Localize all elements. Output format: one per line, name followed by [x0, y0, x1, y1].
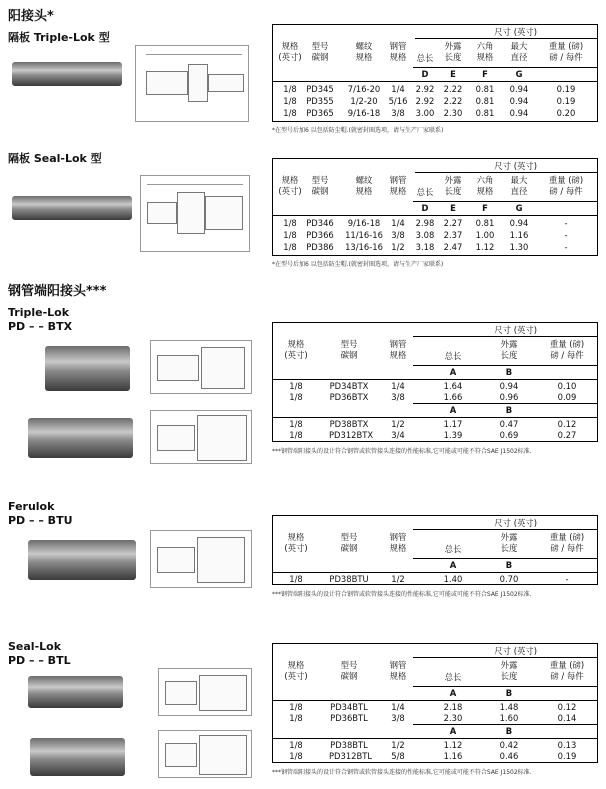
header-weight: 重量 (磅) 磅 / 每件 — [549, 660, 585, 681]
drawing-seal-lok-fitting — [158, 668, 252, 716]
header-size: 规格 (英寸) — [284, 339, 308, 360]
letter-a: A — [449, 367, 457, 377]
table-cell: 1.12 — [443, 740, 463, 750]
product-photo-ferulok — [28, 540, 136, 580]
table-cell: 1/8 — [289, 713, 303, 723]
header-size: 规格 (英寸) — [278, 41, 302, 62]
table-cell: 1.17 — [443, 419, 463, 429]
table-cell: 0.69 — [499, 430, 519, 440]
table-row — [273, 574, 597, 585]
table-row — [273, 740, 597, 751]
dims-title: 尺寸 (英寸) — [494, 27, 537, 37]
table-cell: 1.48 — [499, 702, 519, 712]
table-cell: 3/8 — [391, 108, 405, 118]
table-cell: 3.00 — [415, 108, 435, 118]
header-hex: 六角 规格 — [476, 41, 494, 62]
header-tube: 钢管 规格 — [389, 532, 407, 553]
table-row — [273, 381, 597, 392]
table-row — [273, 751, 597, 762]
table-cell: 1/2 — [391, 242, 405, 252]
table-cell: 1/8 — [289, 702, 303, 712]
table-cell: 0.81 — [475, 84, 495, 94]
table-cell: 1/8 — [283, 230, 297, 240]
table-cell: PD346 — [306, 218, 334, 228]
table-cell: 1.60 — [499, 713, 519, 723]
table-cell: PD386 — [306, 242, 334, 252]
table-cell: 5/8 — [391, 751, 405, 761]
table-cell: 0.20 — [556, 108, 576, 118]
table-cell: 3/8 — [391, 392, 405, 402]
table-cell: 2.92 — [415, 96, 435, 106]
header-exposed: 外露 长度 — [500, 339, 518, 360]
table-cell: 0.13 — [557, 740, 577, 750]
product-photo-triple-lok-sleeve — [28, 418, 133, 458]
letter-b: B — [505, 688, 513, 698]
note-table3: ***钢管端阳接头的设计符合钢管或软管接头连接的性能标准,它可能或可能不符合SAE J1502标准. — [272, 448, 532, 455]
drawing-ferulok — [150, 530, 252, 588]
table-cell: PD34BTX — [329, 381, 369, 391]
letter-b: B — [505, 367, 513, 377]
letter-a: A — [449, 405, 457, 415]
drawing-triple-lok-sleeve — [150, 410, 252, 464]
subsection-ferulok-code: PD – – BTU — [8, 514, 73, 527]
table-cell: 2.30 — [443, 108, 463, 118]
table-cell: 1.39 — [443, 430, 463, 440]
table-cell: PD34BTL — [330, 702, 368, 712]
table-cell: 2.47 — [443, 242, 463, 252]
table-cell: 1/8 — [289, 740, 303, 750]
header-weight: 重量 (磅) 磅 / 每件 — [549, 532, 585, 553]
header-tube: 钢管 规格 — [389, 175, 407, 196]
header-thread: 螺纹 规格 — [355, 175, 373, 196]
subsection-seal-lok-code: PD – – BTL — [8, 654, 71, 667]
letter-e: E — [450, 203, 456, 213]
header-weight: 重量 (磅) 磅 / 每件 — [549, 339, 585, 360]
header-exposed: 外露 长度 — [500, 660, 518, 681]
table-cell: 1/8 — [289, 751, 303, 761]
table-cell: 1/2-20 — [350, 96, 378, 106]
table-cell: 2.22 — [443, 84, 463, 94]
table-cell: 1.16 — [443, 751, 463, 761]
table-row — [273, 84, 597, 95]
header-model: 型号 碳钢 — [340, 339, 358, 360]
table-cell: 1/8 — [289, 430, 303, 440]
table-cell: 0.19 — [557, 751, 577, 761]
drawing-seal-lok-bulkhead — [140, 175, 250, 252]
dims-title: 尺寸 (英寸) — [494, 518, 537, 528]
table-cell: 1.66 — [443, 392, 463, 402]
product-photo-triple-lok-nut — [45, 346, 130, 391]
table-cell: 0.94 — [499, 381, 519, 391]
letter-e: E — [450, 69, 456, 79]
letter-g: G — [515, 203, 523, 213]
table-cell: 1.12 — [475, 242, 495, 252]
section-title-male-connector: 阳接头* — [8, 9, 54, 24]
subsection-seal-lok-title: Seal-Lok — [8, 640, 62, 653]
header-length: 总长 — [416, 53, 434, 63]
table-cell: 3.08 — [415, 230, 435, 240]
table-cell: 13/16-16 — [345, 242, 383, 252]
table-cell: 0.12 — [557, 419, 577, 429]
subsection-ferulok-title: Ferulok — [8, 500, 55, 513]
section-title-tube-end: 钢管端阳接头*** — [8, 284, 107, 299]
header-weight: 重量 (磅) 磅 / 每件 — [548, 175, 584, 196]
table-cell: 3/8 — [391, 230, 405, 240]
table-cell: 1.40 — [443, 574, 463, 584]
table-cell: - — [564, 242, 568, 252]
table-cell: 0.81 — [475, 218, 495, 228]
table-cell: PD312BTL — [329, 751, 373, 761]
table-cell: PD365 — [306, 108, 334, 118]
header-exposed: 外露 长度 — [500, 532, 518, 553]
header-model: 型号 碳钢 — [340, 660, 358, 681]
table-cell: 1/4 — [391, 218, 405, 228]
letter-a: A — [449, 688, 457, 698]
letter-b: B — [505, 560, 513, 570]
table-cell: 3.18 — [415, 242, 435, 252]
header-maxdia: 最大 直径 — [510, 175, 528, 196]
note-table5: ***钢管端阳接头的设计符合钢管或软管接头连接的性能标准,它可能或可能不符合SAE J1502标准. — [272, 769, 532, 776]
spec-table-ferulok-btu — [272, 515, 598, 585]
table-cell: 1/2 — [391, 740, 405, 750]
table-row — [273, 242, 597, 253]
product-photo-seal-lok-nut — [30, 738, 125, 776]
header-size: 规格 (英寸) — [284, 660, 308, 681]
table-cell: 2.92 — [415, 84, 435, 94]
header-size: 规格 (英寸) — [284, 532, 308, 553]
table-cell: 1/2 — [391, 574, 405, 584]
table-cell: 0.94 — [509, 96, 529, 106]
drawing-seal-lok-nut — [158, 730, 252, 778]
table-cell: - — [564, 230, 568, 240]
table-cell: 1.16 — [509, 230, 529, 240]
table-cell: 1/4 — [391, 84, 405, 94]
header-tube: 钢管 规格 — [389, 41, 407, 62]
table-cell: 1/8 — [283, 218, 297, 228]
table-row — [273, 713, 597, 724]
dims-title: 尺寸 (英寸) — [494, 161, 537, 171]
header-hex: 六角 规格 — [476, 175, 494, 196]
table-cell: 1/8 — [283, 108, 297, 118]
table-cell: 0.47 — [499, 419, 519, 429]
table-cell: 9/16-18 — [347, 218, 381, 228]
table-cell: 0.10 — [557, 381, 577, 391]
header-size: 规格 (英寸) — [278, 175, 302, 196]
table-cell: 0.19 — [556, 84, 576, 94]
table-cell: 0.94 — [509, 108, 529, 118]
letter-g: G — [515, 69, 523, 79]
table-cell: 1.64 — [443, 381, 463, 391]
header-exposed: 外露 长度 — [444, 175, 462, 196]
table-row — [273, 702, 597, 713]
table-cell: 1/2 — [391, 419, 405, 429]
table-cell: 1/8 — [289, 574, 303, 584]
table-cell: 1/8 — [283, 96, 297, 106]
table-row — [273, 108, 597, 119]
spec-table-seal-lok-btl — [272, 643, 598, 763]
dims-title: 尺寸 (英寸) — [494, 646, 537, 656]
table-cell: 9/16-18 — [347, 108, 381, 118]
table-cell: 0.70 — [499, 574, 519, 584]
table-cell: 7/16-20 — [347, 84, 381, 94]
table-cell: - — [564, 218, 568, 228]
table-row — [273, 218, 597, 229]
header-length: 总长 — [444, 672, 462, 682]
dims-title: 尺寸 (英寸) — [494, 325, 537, 335]
table-cell: PD38BTU — [329, 574, 369, 584]
note-table2: *在型号后加6 以包括防尘帽.(就密封圈选项，请与生产厂家联系) — [272, 261, 444, 268]
table-cell: 0.46 — [499, 751, 519, 761]
header-length: 总长 — [444, 351, 462, 361]
table-cell: 2.27 — [443, 218, 463, 228]
subsection-triple-lok-code: PD – – BTX — [8, 320, 73, 333]
table-cell: 0.81 — [475, 96, 495, 106]
drawing-triple-lok-nut — [150, 340, 252, 394]
table-cell: 0.96 — [499, 392, 519, 402]
letter-d: D — [421, 69, 429, 79]
header-weight: 重量 (磅) 磅 / 每件 — [548, 41, 584, 62]
table-cell: 0.42 — [499, 740, 519, 750]
table-row — [273, 430, 597, 441]
table-cell: PD38BTX — [329, 419, 369, 429]
product-photo-triple-lok-bulkhead — [12, 62, 122, 86]
table-cell: - — [565, 574, 569, 584]
header-model: 型号 碳钢 — [311, 41, 329, 62]
spec-table-triple-lok-btx — [272, 322, 598, 442]
table-row — [273, 419, 597, 430]
table-cell: 0.12 — [557, 702, 577, 712]
product-photo-seal-lok-bulkhead — [12, 196, 132, 220]
letter-b: B — [505, 405, 513, 415]
table-cell: 0.94 — [509, 218, 529, 228]
table-cell: PD366 — [306, 230, 334, 240]
table-row — [273, 96, 597, 107]
letter-a: A — [449, 726, 457, 736]
header-thread: 螺纹 规格 — [355, 41, 373, 62]
subsection-triple-lok-title: Triple-Lok — [8, 306, 70, 319]
note-table4: ***钢管端阳接头的设计符合钢管或软管接头连接的性能标准,它可能或可能不符合SAE J1502标准. — [272, 591, 532, 598]
table-cell: 1/8 — [283, 242, 297, 252]
table-cell: 1/4 — [391, 381, 405, 391]
table-cell: 11/16-16 — [345, 230, 383, 240]
header-maxdia: 最大 直径 — [510, 41, 528, 62]
spec-table-seal-lok-bulkhead — [272, 158, 598, 256]
letter-d: D — [421, 203, 429, 213]
header-model: 型号 碳钢 — [340, 532, 358, 553]
table-cell: 1.00 — [475, 230, 495, 240]
table-cell: 2.22 — [443, 96, 463, 106]
letter-f: F — [482, 69, 488, 79]
table-cell: 1/8 — [289, 392, 303, 402]
drawing-triple-lok-bulkhead — [135, 45, 249, 122]
header-model: 型号 碳钢 — [311, 175, 329, 196]
table-cell: PD38BTL — [330, 740, 368, 750]
header-length: 总长 — [416, 187, 434, 197]
table-cell: 2.98 — [415, 218, 435, 228]
table-cell: PD36BTX — [329, 392, 369, 402]
header-length: 总长 — [444, 544, 462, 554]
table-row — [273, 230, 597, 241]
table-cell: 1/8 — [289, 419, 303, 429]
table-cell: 3/4 — [391, 430, 405, 440]
table-row — [273, 392, 597, 403]
table-cell: 1/8 — [283, 84, 297, 94]
table-cell: 0.27 — [557, 430, 577, 440]
table-cell: 0.94 — [509, 84, 529, 94]
subsection-bulkhead-triple-lok: 隔板 Triple-Lok 型 — [8, 31, 110, 44]
table-cell: PD355 — [306, 96, 334, 106]
table-cell: 2.18 — [443, 702, 463, 712]
table-cell: 1/4 — [391, 702, 405, 712]
table-cell: 0.19 — [556, 96, 576, 106]
table-cell: 1.30 — [509, 242, 529, 252]
table-cell: 5/16 — [388, 96, 408, 106]
letter-a: A — [449, 560, 457, 570]
table-cell: 0.81 — [475, 108, 495, 118]
table-cell: PD345 — [306, 84, 334, 94]
subsection-bulkhead-seal-lok: 隔板 Seal-Lok 型 — [8, 152, 102, 165]
table-cell: 0.14 — [557, 713, 577, 723]
header-tube: 钢管 规格 — [389, 339, 407, 360]
table-cell: 0.09 — [557, 392, 577, 402]
product-photo-seal-lok-fitting — [28, 676, 123, 708]
table-cell: PD312BTX — [329, 430, 374, 440]
header-exposed: 外露 长度 — [444, 41, 462, 62]
table-cell: 2.30 — [443, 713, 463, 723]
table-cell: PD36BTL — [330, 713, 368, 723]
spec-table-triple-lok-bulkhead — [272, 24, 598, 122]
letter-f: F — [482, 203, 488, 213]
header-tube: 钢管 规格 — [389, 660, 407, 681]
note-table1: *在型号后加6 以包括防尘帽.(就密封圈选项，请与生产厂家联系) — [272, 127, 444, 134]
table-cell: 3/8 — [391, 713, 405, 723]
table-cell: 2.37 — [443, 230, 463, 240]
table-cell: 1/8 — [289, 381, 303, 391]
letter-b: B — [505, 726, 513, 736]
